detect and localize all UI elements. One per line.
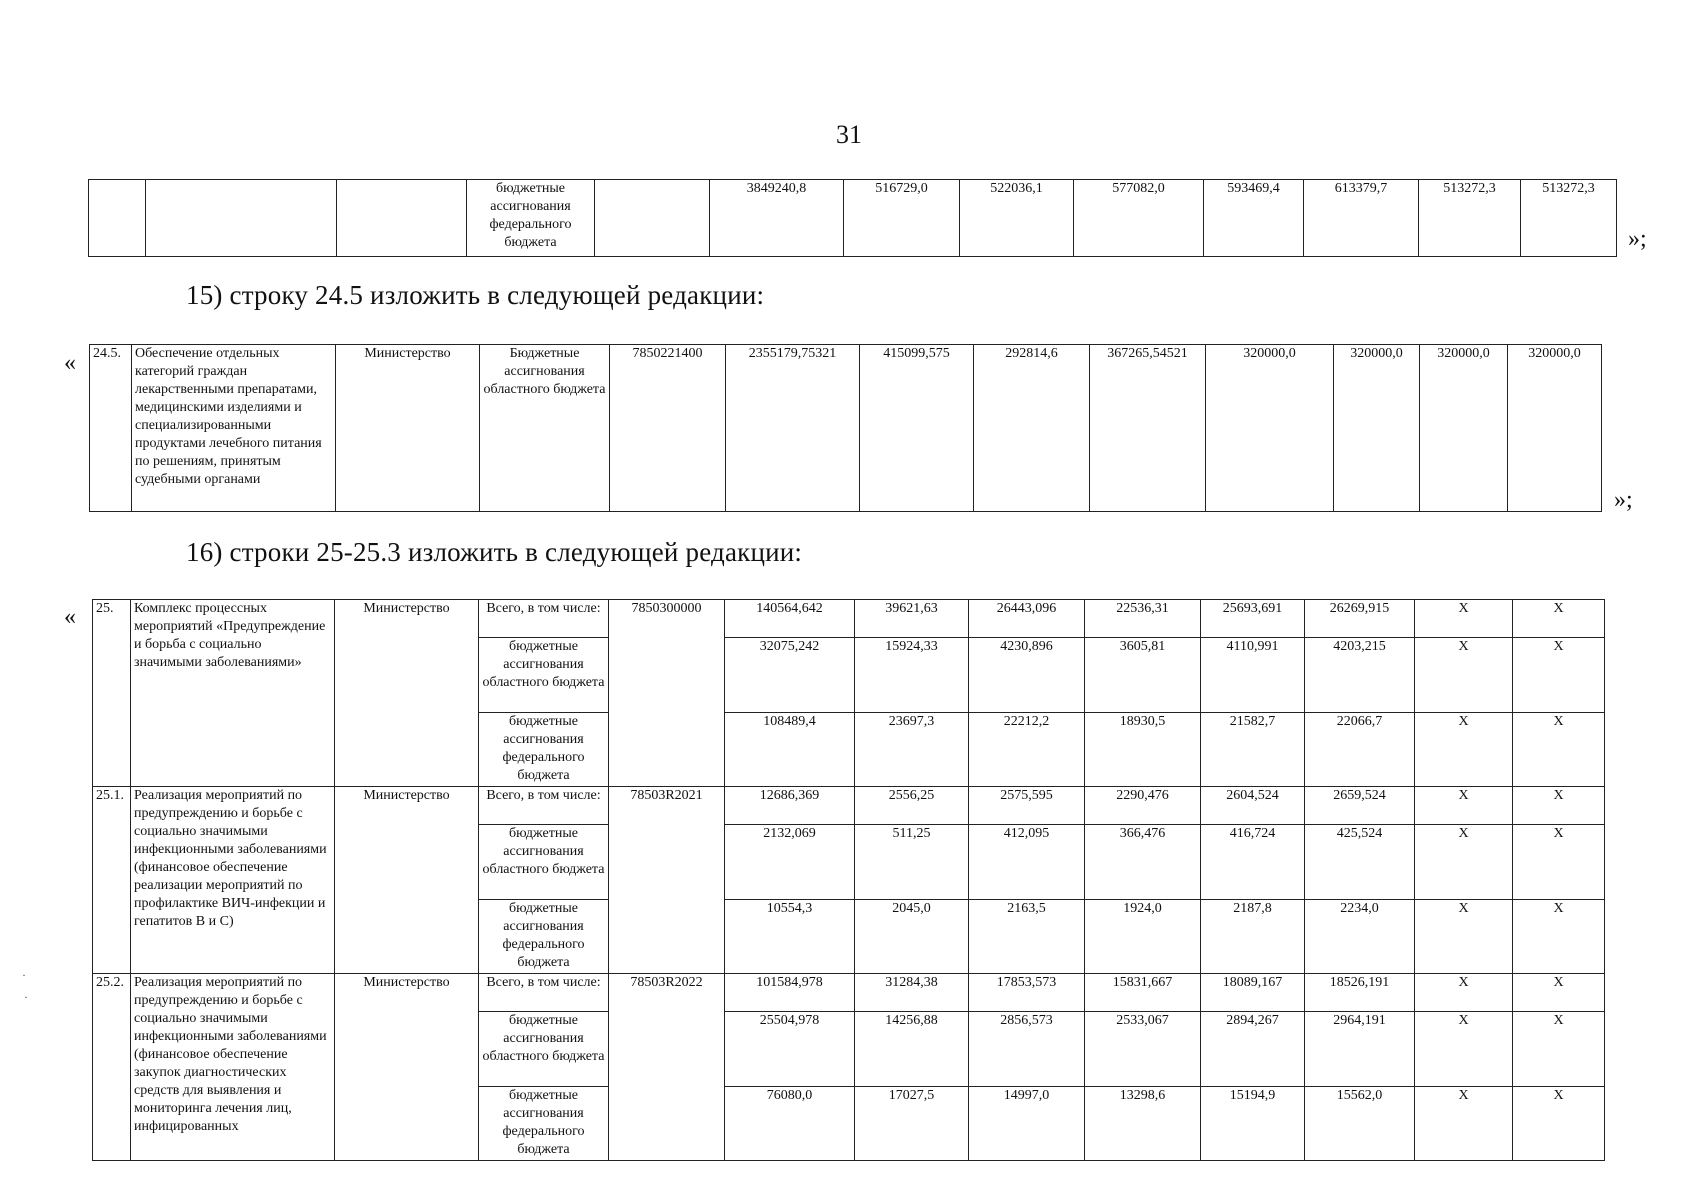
source-cell: Всего, в том числе: — [479, 787, 609, 825]
value-cell: 31284,38 — [855, 974, 969, 1012]
value-cell: 2290,476 — [1085, 787, 1201, 825]
value-cell: 12686,369 — [725, 787, 855, 825]
executor-cell: Министерство — [335, 787, 479, 974]
heading-16: 16) строки 25-25.3 изложить в следующей редакции: — [186, 537, 803, 567]
value-cell: 320000,0 — [1334, 345, 1420, 512]
opening-quote: « — [64, 604, 76, 630]
value-cell: 1924,0 — [1085, 900, 1201, 974]
value-cell: Х — [1415, 825, 1513, 900]
value-cell: 366,476 — [1085, 825, 1201, 900]
value-cell: Х — [1513, 974, 1605, 1012]
value-cell: 2533,067 — [1085, 1012, 1201, 1087]
value-cell: 17853,573 — [969, 974, 1085, 1012]
table-row — [93, 787, 1605, 825]
table-row-24-5 — [89, 344, 1602, 512]
value-cell: 4230,896 — [969, 638, 1085, 713]
value-cell: 2163,5 — [969, 900, 1085, 974]
source-cell: бюджетные ассигнования областного бюджета — [479, 825, 609, 900]
measure-name: Реализация мероприятий по предупреждению и борьбе с социально значимыми инфекционными заболеваниями (финансовое обеспечение реализации мероприятий по профилактике ВИЧ-инфекции и гепатитов В и С) — [131, 787, 335, 974]
measure-name: Обеспечение отдельных категорий граждан лекарственными препаратами, медицинскими изделиями и специализированными продуктами лечебного питания по решениям, принятым судебными органами — [132, 345, 336, 512]
value-cell: 15831,667 — [1085, 974, 1201, 1012]
value-cell: 593469,4 — [1204, 180, 1304, 257]
row-number: 25.1. — [93, 787, 131, 974]
code-cell: 7850221400 — [610, 345, 726, 512]
value-cell: Х — [1513, 787, 1605, 825]
value-cell: 108489,4 — [725, 713, 855, 787]
code-cell: 78503R2021 — [609, 787, 725, 974]
opening-quote: « — [64, 350, 76, 376]
value-cell: 416,724 — [1201, 825, 1305, 900]
value-cell: Х — [1415, 974, 1513, 1012]
value-cell: 320000,0 — [1420, 345, 1508, 512]
source-cell: бюджетные ассигнования федерального бюджета — [479, 900, 609, 974]
value-cell: 17027,5 — [855, 1087, 969, 1161]
scan-mark: · — [24, 990, 28, 1004]
value-cell: 18526,191 — [1305, 974, 1415, 1012]
value-cell: 2659,524 — [1305, 787, 1415, 825]
value-cell: 320000,0 — [1508, 345, 1602, 512]
value-cell: 25504,978 — [725, 1012, 855, 1087]
value-cell: 2556,25 — [855, 787, 969, 825]
value-cell: 22066,7 — [1305, 713, 1415, 787]
value-cell: 2132,069 — [725, 825, 855, 900]
value-cell: 10554,3 — [725, 900, 855, 974]
value-cell: 613379,7 — [1304, 180, 1419, 257]
closing-quote: »; — [1614, 487, 1633, 513]
value-cell: Х — [1415, 1087, 1513, 1161]
measure-name: Комплекс процессных мероприятий «Предупреждение и борьба с социально значимыми заболеваниями» — [131, 600, 335, 787]
value-cell: Х — [1415, 600, 1513, 638]
value-cell: 4203,215 — [1305, 638, 1415, 713]
value-cell: 39621,63 — [855, 600, 969, 638]
value-cell: Х — [1513, 900, 1605, 974]
table-rows-25 — [92, 599, 1605, 1161]
source-cell: Всего, в том числе: — [479, 600, 609, 638]
value-cell: 15194,9 — [1201, 1087, 1305, 1161]
row-number: 25.2. — [93, 974, 131, 1161]
value-cell: 22212,2 — [969, 713, 1085, 787]
value-cell: Х — [1513, 1012, 1605, 1087]
value-cell: Х — [1513, 713, 1605, 787]
value-cell: 425,524 — [1305, 825, 1415, 900]
value-cell: 18089,167 — [1201, 974, 1305, 1012]
source-cell: бюджетные ассигнования областного бюджета — [479, 1012, 609, 1087]
value-cell: 32075,242 — [725, 638, 855, 713]
continued-table — [88, 179, 1617, 257]
value-cell: 14997,0 — [969, 1087, 1085, 1161]
scan-mark: · — [22, 968, 26, 982]
source-cell: бюджетные ассигнования федерального бюджета — [479, 1087, 609, 1161]
table-row — [93, 600, 1605, 638]
value-cell: 367265,54521 — [1090, 345, 1206, 512]
value-cell: 26443,096 — [969, 600, 1085, 638]
value-cell: Х — [1415, 1012, 1513, 1087]
value-cell: 25693,691 — [1201, 600, 1305, 638]
value-cell: 3849240,8 — [710, 180, 844, 257]
row-number: 25. — [93, 600, 131, 787]
source-cell: Бюджетные ассигнования областного бюджета — [480, 345, 610, 512]
source-cell: бюджетные ассигнования федерального бюджета — [467, 180, 595, 257]
value-cell: 320000,0 — [1206, 345, 1334, 512]
value-cell: 2604,524 — [1201, 787, 1305, 825]
value-cell: Х — [1415, 900, 1513, 974]
value-cell: 4110,991 — [1201, 638, 1305, 713]
value-cell: Х — [1513, 1087, 1605, 1161]
row-number: 24.5. — [90, 345, 132, 512]
value-cell: Х — [1415, 713, 1513, 787]
value-cell: 2187,8 — [1201, 900, 1305, 974]
value-cell: 415099,575 — [860, 345, 974, 512]
executor-cell: Министерство — [336, 345, 480, 512]
value-cell: 2894,267 — [1201, 1012, 1305, 1087]
value-cell: 2355179,75321 — [726, 345, 860, 512]
value-cell: 2045,0 — [855, 900, 969, 974]
closing-quote: »; — [1628, 226, 1647, 252]
value-cell: 23697,3 — [855, 713, 969, 787]
value-cell: 26269,915 — [1305, 600, 1415, 638]
code-cell: 7850300000 — [609, 600, 725, 787]
value-cell: 14256,88 — [855, 1012, 969, 1087]
value-cell: 522036,1 — [960, 180, 1074, 257]
value-cell: 2856,573 — [969, 1012, 1085, 1087]
value-cell: 2575,595 — [969, 787, 1085, 825]
value-cell: 101584,978 — [725, 974, 855, 1012]
value-cell: 2964,191 — [1305, 1012, 1415, 1087]
source-cell: бюджетные ассигнования областного бюджета — [479, 638, 609, 713]
value-cell: 412,095 — [969, 825, 1085, 900]
value-cell: 18930,5 — [1085, 713, 1201, 787]
table-row — [90, 345, 1602, 512]
value-cell: 21582,7 — [1201, 713, 1305, 787]
executor-cell: Министерство — [335, 600, 479, 787]
value-cell: Х — [1513, 600, 1605, 638]
value-cell: 22536,31 — [1085, 600, 1201, 638]
value-cell: Х — [1415, 638, 1513, 713]
value-cell: 15562,0 — [1305, 1087, 1415, 1161]
heading-15: 15) строку 24.5 изложить в следующей редакции: — [186, 280, 765, 310]
value-cell: 516729,0 — [844, 180, 960, 257]
value-cell: 2234,0 — [1305, 900, 1415, 974]
source-cell: бюджетные ассигнования федерального бюджета — [479, 713, 609, 787]
value-cell: 140564,642 — [725, 600, 855, 638]
table-row — [93, 974, 1605, 1012]
value-cell: 292814,6 — [974, 345, 1090, 512]
page-number: 31 — [836, 120, 862, 149]
value-cell: 513272,3 — [1521, 180, 1617, 257]
executor-cell: Министерство — [335, 974, 479, 1161]
code-cell: 78503R2022 — [609, 974, 725, 1161]
value-cell: Х — [1415, 787, 1513, 825]
value-cell: 3605,81 — [1085, 638, 1201, 713]
value-cell: 15924,33 — [855, 638, 969, 713]
value-cell: Х — [1513, 825, 1605, 900]
value-cell: 76080,0 — [725, 1087, 855, 1161]
measure-name: Реализация мероприятий по предупреждению и борьбе с социально значимыми инфекционными заболеваниями (финансовое обеспечение закупок диагностических средств для выявления и мониторинга лечения лиц, инфицированных — [131, 974, 335, 1161]
value-cell: Х — [1513, 638, 1605, 713]
table-row — [89, 180, 1617, 257]
value-cell: 511,25 — [855, 825, 969, 900]
value-cell: 513272,3 — [1419, 180, 1521, 257]
value-cell: 577082,0 — [1074, 180, 1204, 257]
value-cell: 13298,6 — [1085, 1087, 1201, 1161]
source-cell: Всего, в том числе: — [479, 974, 609, 1012]
